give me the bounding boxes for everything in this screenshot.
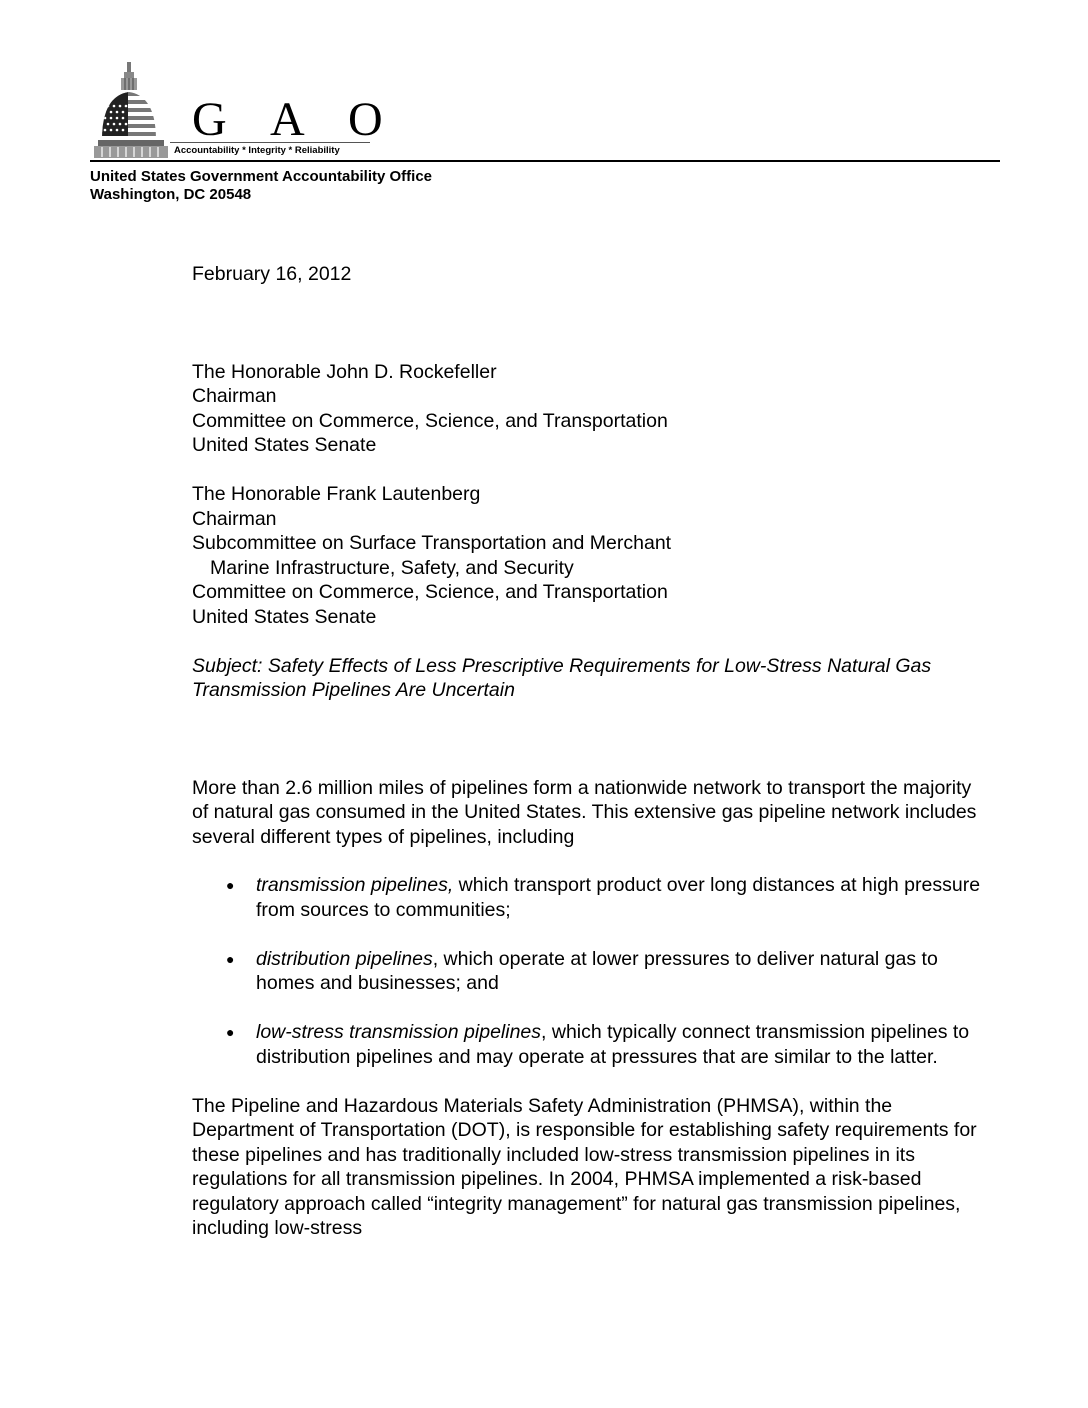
bullet-icon: ● [226,877,235,893]
addressee-line: Subcommittee on Surface Transportation and Merchant [192,532,672,554]
letterhead-rule [90,160,1000,162]
list-item [192,873,992,922]
pipeline-term: low-stress transmission pipelines [256,1021,542,1043]
addressee-line: Chairman [192,385,277,407]
gao-tagline: Accountability * Integrity * Reliability [174,145,340,156]
gao-logo-word: G A O [192,93,400,146]
pipeline-description: , which typically connect transmission pipelines to distribution pipelines and may operate at pressures that are similar to the latter. [256,1021,970,1068]
addressee-line: United States Senate [192,434,377,456]
addressee-line: Committee on Commerce, Science, and Transportation [192,581,668,603]
bullet-icon: ● [226,950,235,967]
bullet-icon: ● [226,1024,235,1040]
addressee-line: Committee on Commerce, Science, and Transportation [192,409,668,432]
addressee-line: Chairman [192,507,277,530]
pipeline-type-list [192,873,992,1069]
subject-line: Subject: Safety Effects of Less Prescriptive Requirements for Low-Stress Natural Gas Transmission Pipelines Are Uncertain [192,654,932,701]
gao-capitol-logo [94,62,184,162]
letter-body [192,262,992,1241]
intro-paragraph: More than 2.6 million miles of pipelines form a nationwide network to transport the majority of natural gas consumed in the United States. This extensive gas pipeline network includes several different types of pipelines, including [192,776,977,848]
letter-date: February 16, 2012 [192,263,352,285]
closing-paragraph: The Pipeline and Hazardous Materials Safety Administration (PHMSA), within the Department of Transportation (DOT), is responsible for establishing safety requirements for these pipelines and has traditionally included low-stress transmission pipelines in its regulations for all transmission pipelines. In 2004, PHMSA implemented a risk-based regulatory approach called “integrity management” for natural gas transmission pipelines, including low-stress [192,1094,977,1239]
pipeline-term: transmission pipelines, [256,874,454,896]
list-item [192,947,992,996]
addressee-line: Marine Infrastructure, Safety, and Security [210,556,574,579]
addressee-line: The Honorable John D. Rockefeller [192,360,497,383]
addressee-block [192,482,992,629]
pipeline-term: distribution pipelines [256,947,433,970]
agency-address: Washington, DC 20548 [90,186,252,203]
agency-name: United States Government Accountability Office [90,168,433,185]
addressee-line: The Honorable Frank Lautenberg [192,483,481,505]
tagline-divider [170,142,370,143]
agency-block [90,168,432,204]
pipeline-description: which transport product over long distances at high pressure from sources to communities; [256,874,981,921]
addressee-block [192,360,992,458]
addressee-line: United States Senate [192,605,377,628]
list-item [192,1020,992,1069]
pipeline-description: , which operate at lower pressures to deliver natural gas to homes and businesses; and [256,947,938,994]
